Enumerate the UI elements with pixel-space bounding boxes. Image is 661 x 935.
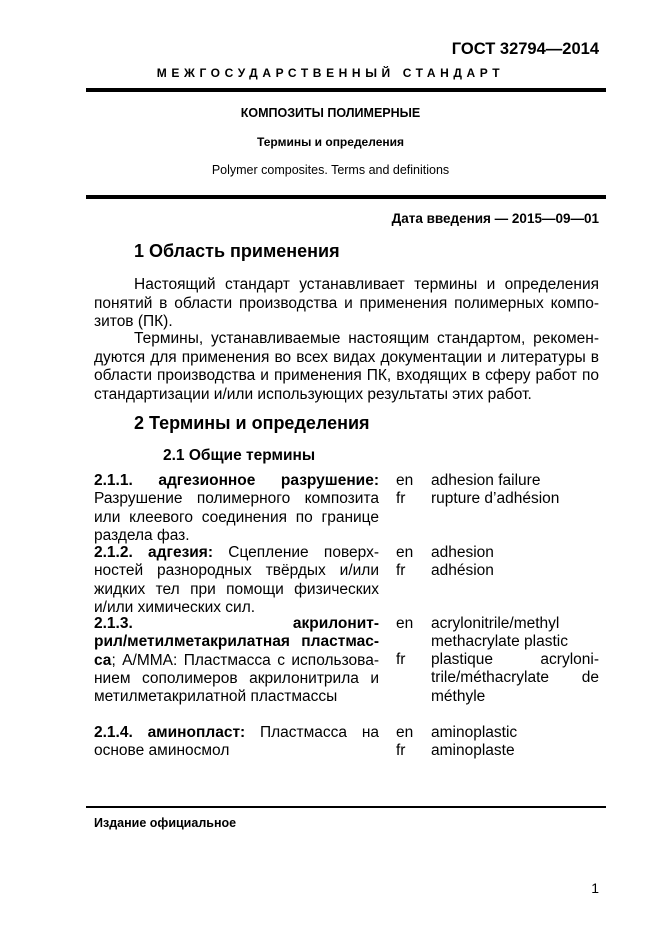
section1-paragraph1 <box>94 276 599 332</box>
lang-code-en: en <box>396 544 414 561</box>
definition-line: основе аминосмол <box>94 742 230 760</box>
lang-code-fr: fr <box>396 490 406 507</box>
lang-code-en: en <box>396 615 414 632</box>
definition-line: жидких тел при помощи физических <box>94 580 379 598</box>
paragraph-line: зитов (ПК). <box>94 313 173 331</box>
interstate-standard-label: МЕЖГОСУДАРСТВЕННЫЙ СТАНДАРТ <box>156 66 505 80</box>
term-name: акрилонит- <box>292 615 379 632</box>
term-name: аминопласт: <box>147 724 246 741</box>
term-heading-line <box>94 544 379 562</box>
equivalent-line: acrylonitrile/methyl <box>431 615 560 632</box>
title-english: Polymer composites. Terms and definitions <box>211 163 450 177</box>
definition-line: или клеевого соединения по границе <box>94 508 379 526</box>
term-name-line: рил/метилметакрилатная пластмас- <box>94 633 379 651</box>
paragraph-line: стандартизации и/или использующих результаты этих работ. <box>94 385 532 403</box>
paragraph-line: Термины, устанавливаемые настоящим стандартом, рекомен- <box>134 330 599 347</box>
term-name: адгезия: <box>148 544 214 561</box>
definition-line: Разрушение полимерного композита <box>94 490 379 508</box>
standard-number: ГОСТ 32794—2014 <box>451 40 599 58</box>
equivalent-line: methacrylate plastic <box>431 633 568 651</box>
lang-code-fr: fr <box>396 562 406 579</box>
equivalent-fr <box>431 651 599 706</box>
term-2-1-4-definition <box>94 724 379 761</box>
paragraph-line: понятий в области производства и применения полимерных компо- <box>94 294 599 312</box>
section2-heading: 2 Термины и определения <box>134 413 370 433</box>
equivalent-line: plastique acryloni- <box>431 651 599 668</box>
definition-start: Пластмасса на <box>260 724 380 741</box>
definition-start: Сцепление поверх- <box>228 544 379 561</box>
term-number: 2.1.4. <box>94 724 133 741</box>
equivalent-en <box>431 615 568 652</box>
term-heading-line <box>94 615 379 633</box>
term-heading-line <box>94 472 379 490</box>
page-number: 1 <box>591 880 599 896</box>
definition-line: раздела фаз. <box>94 526 190 544</box>
paragraph-line: области производства и применения ПК, входящих в сферу работ по <box>94 367 599 385</box>
intro-date: Дата введения — 2015—09—01 <box>391 211 599 226</box>
equivalent-en: adhesion <box>431 544 494 561</box>
lang-code-fr: fr <box>396 742 406 759</box>
title-sub: Термины и определения <box>256 135 404 149</box>
equivalent-fr: aminoplaste <box>431 742 515 759</box>
definition-line: и/или химических сил. <box>94 598 256 616</box>
definition-line: метилметакрилатной пластмассы <box>94 688 338 706</box>
section1-heading: 1 Область применения <box>134 241 340 261</box>
equivalent-en: aminoplastic <box>431 724 518 741</box>
term-number: 2.1.3. <box>94 615 133 632</box>
term-number: 2.1.1. <box>94 472 133 489</box>
section2-subheading: 2.1 Общие термины <box>163 447 316 464</box>
term-number: 2.1.2. <box>94 544 133 561</box>
title-main: КОМПОЗИТЫ ПОЛИМЕРНЫЕ <box>240 106 421 120</box>
term-heading-line <box>94 724 379 742</box>
definition-line: нием сополимеров акрилонитрила и <box>94 669 379 687</box>
footer-rule <box>86 806 606 808</box>
term-name: адгезионное разрушение: <box>158 472 379 489</box>
equivalent-line: trile/méthacrylate de <box>431 669 599 687</box>
equivalent-en: adhesion failure <box>431 472 541 489</box>
equivalent-line: méthyle <box>431 687 486 705</box>
definition-start: ; А/ММА: Пластмасса с использова- <box>111 651 379 669</box>
section1-paragraph2 <box>94 330 599 404</box>
lang-code-en: en <box>396 724 414 741</box>
term-2-1-2-definition <box>94 544 379 617</box>
lang-code-en: en <box>396 472 414 489</box>
paragraph-line: Настоящий стандарт устанавливает термины и определения <box>134 276 599 293</box>
header-rule <box>86 88 606 92</box>
paragraph-line: дуются для применения во всех видах документации и литературы в <box>94 348 599 366</box>
equivalent-fr: rupture d’adhésion <box>431 490 560 507</box>
term-2-1-3-definition <box>94 615 379 706</box>
equivalent-fr: adhésion <box>431 562 494 579</box>
title-rule <box>86 195 606 199</box>
edition-label: Издание официальное <box>94 816 237 830</box>
lang-code-fr: fr <box>396 651 406 668</box>
definition-line <box>94 652 379 670</box>
definition-line: ностей разнородных твёрдых и/или <box>94 562 379 580</box>
term-2-1-1-definition <box>94 472 379 545</box>
term-name-end: са <box>94 651 112 669</box>
